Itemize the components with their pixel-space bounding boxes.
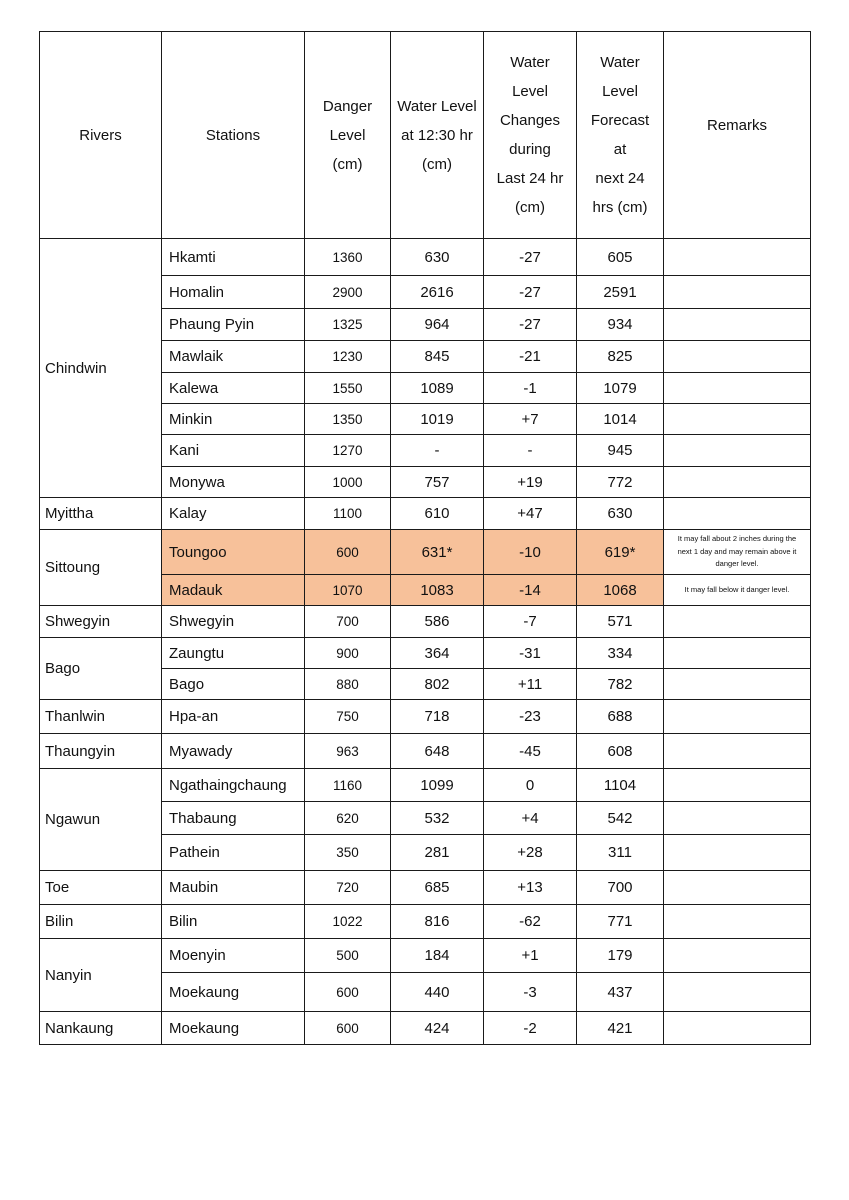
water-level-cell: 964 — [391, 309, 484, 341]
danger-level-cell: 1230 — [305, 341, 391, 373]
forecast-cell: 1104 — [577, 769, 664, 802]
danger-level-cell: 1270 — [305, 435, 391, 467]
level-change-cell: +4 — [484, 802, 577, 835]
water-level-cell: 1019 — [391, 404, 484, 435]
station-name: Maubin — [162, 871, 305, 905]
river-name: Myittha — [40, 498, 162, 530]
forecast-cell: 1068 — [577, 575, 664, 606]
water-level-cell: 718 — [391, 700, 484, 734]
level-change-cell: -23 — [484, 700, 577, 734]
water-level-cell: 281 — [391, 835, 484, 871]
danger-level-cell: 1070 — [305, 575, 391, 606]
level-change-cell: +19 — [484, 467, 577, 498]
station-name: Ngathaingchaung — [162, 769, 305, 802]
station-name: Moekaung — [162, 1012, 305, 1045]
table-row — [40, 606, 811, 638]
water-level-cell: 184 — [391, 939, 484, 973]
header-remarks: Remarks — [664, 32, 811, 239]
remarks-cell — [664, 276, 811, 309]
water-level-cell: 424 — [391, 1012, 484, 1045]
level-change-cell: +1 — [484, 939, 577, 973]
forecast-cell: 619* — [577, 530, 664, 575]
table-row — [40, 530, 811, 575]
forecast-cell: 334 — [577, 638, 664, 669]
river-name: Shwegyin — [40, 606, 162, 638]
water-level-cell: 440 — [391, 973, 484, 1012]
water-level-cell: 685 — [391, 871, 484, 905]
danger-level-cell: 1350 — [305, 404, 391, 435]
table-row — [40, 769, 811, 802]
station-name: Thabaung — [162, 802, 305, 835]
water-level-cell: 757 — [391, 467, 484, 498]
level-change-cell: -62 — [484, 905, 577, 939]
water-level-table — [39, 31, 811, 1045]
forecast-cell: 179 — [577, 939, 664, 973]
river-name: Nankaung — [40, 1012, 162, 1045]
forecast-cell: 1079 — [577, 373, 664, 404]
forecast-cell: 772 — [577, 467, 664, 498]
level-change-cell: 0 — [484, 769, 577, 802]
water-level-cell: 610 — [391, 498, 484, 530]
danger-level-cell: 1160 — [305, 769, 391, 802]
river-name: Thanlwin — [40, 700, 162, 734]
remarks-cell — [664, 498, 811, 530]
water-level-cell: 1099 — [391, 769, 484, 802]
forecast-cell: 437 — [577, 973, 664, 1012]
level-change-cell: - — [484, 435, 577, 467]
remarks-cell — [664, 606, 811, 638]
water-level-cell: 1083 — [391, 575, 484, 606]
station-name: Myawady — [162, 734, 305, 769]
table-body — [40, 239, 811, 1045]
forecast-cell: 1014 — [577, 404, 664, 435]
station-name: Minkin — [162, 404, 305, 435]
header-water-level: Water Level at 12:30 hr (cm) — [391, 32, 484, 239]
remarks-cell — [664, 404, 811, 435]
station-name: Monywa — [162, 467, 305, 498]
remarks-cell — [664, 871, 811, 905]
water-level-cell: 532 — [391, 802, 484, 835]
danger-level-cell: 620 — [305, 802, 391, 835]
level-change-cell: -27 — [484, 309, 577, 341]
danger-level-cell: 350 — [305, 835, 391, 871]
river-name: Bilin — [40, 905, 162, 939]
level-change-cell: -31 — [484, 638, 577, 669]
remarks-cell — [664, 939, 811, 973]
remarks-cell — [664, 905, 811, 939]
remarks-cell — [664, 239, 811, 276]
forecast-cell: 605 — [577, 239, 664, 276]
danger-level-cell: 1022 — [305, 905, 391, 939]
station-name: Kani — [162, 435, 305, 467]
river-name: Ngawun — [40, 769, 162, 871]
water-level-cell: - — [391, 435, 484, 467]
level-change-cell: -27 — [484, 276, 577, 309]
station-name: Shwegyin — [162, 606, 305, 638]
remarks-cell — [664, 973, 811, 1012]
forecast-cell: 542 — [577, 802, 664, 835]
station-name: Mawlaik — [162, 341, 305, 373]
danger-level-cell: 700 — [305, 606, 391, 638]
forecast-cell: 421 — [577, 1012, 664, 1045]
danger-level-cell: 500 — [305, 939, 391, 973]
remarks-cell — [664, 734, 811, 769]
table-row — [40, 1012, 811, 1045]
level-change-cell: -2 — [484, 1012, 577, 1045]
water-level-cell: 802 — [391, 669, 484, 700]
station-name: Hpa-an — [162, 700, 305, 734]
water-level-cell: 631* — [391, 530, 484, 575]
danger-level-cell: 1100 — [305, 498, 391, 530]
remarks-cell — [664, 1012, 811, 1045]
forecast-cell: 934 — [577, 309, 664, 341]
forecast-cell: 771 — [577, 905, 664, 939]
danger-level-cell: 1325 — [305, 309, 391, 341]
water-level-cell: 816 — [391, 905, 484, 939]
water-level-cell: 586 — [391, 606, 484, 638]
danger-level-cell: 2900 — [305, 276, 391, 309]
forecast-cell: 825 — [577, 341, 664, 373]
remarks-cell — [664, 373, 811, 404]
level-change-cell: -1 — [484, 373, 577, 404]
forecast-cell: 782 — [577, 669, 664, 700]
danger-level-cell: 600 — [305, 530, 391, 575]
header-forecast: Water Level Forecast at next 24 hrs (cm) — [577, 32, 664, 239]
forecast-cell: 571 — [577, 606, 664, 638]
remarks-cell — [664, 669, 811, 700]
remarks-cell — [664, 341, 811, 373]
level-change-cell: -21 — [484, 341, 577, 373]
station-name: Pathein — [162, 835, 305, 871]
table-row — [40, 871, 811, 905]
station-name: Bilin — [162, 905, 305, 939]
station-name: Zaungtu — [162, 638, 305, 669]
station-name: Moekaung — [162, 973, 305, 1012]
station-name: Homalin — [162, 276, 305, 309]
header-danger-level: Danger Level (cm) — [305, 32, 391, 239]
water-level-cell: 648 — [391, 734, 484, 769]
station-name: Moenyin — [162, 939, 305, 973]
station-name: Toungoo — [162, 530, 305, 575]
header-level-changes: Water Level Changes during Last 24 hr (cm) — [484, 32, 577, 239]
station-name: Phaung Pyin — [162, 309, 305, 341]
level-change-cell: -3 — [484, 973, 577, 1012]
forecast-cell: 688 — [577, 700, 664, 734]
river-name: Sittoung — [40, 530, 162, 606]
table-row — [40, 905, 811, 939]
water-level-cell: 845 — [391, 341, 484, 373]
level-change-cell: -45 — [484, 734, 577, 769]
river-name: Toe — [40, 871, 162, 905]
danger-level-cell: 750 — [305, 700, 391, 734]
remarks-cell — [664, 769, 811, 802]
header-stations: Stations — [162, 32, 305, 239]
water-level-cell: 2616 — [391, 276, 484, 309]
header-rivers: Rivers — [40, 32, 162, 239]
remarks-cell — [664, 638, 811, 669]
remarks-cell — [664, 467, 811, 498]
river-name: Bago — [40, 638, 162, 700]
station-name: Hkamti — [162, 239, 305, 276]
danger-level-cell: 1360 — [305, 239, 391, 276]
table-row — [40, 638, 811, 669]
river-name: Chindwin — [40, 239, 162, 498]
station-name: Kalewa — [162, 373, 305, 404]
river-name: Nanyin — [40, 939, 162, 1012]
level-change-cell: +47 — [484, 498, 577, 530]
remarks-cell: It may fall about 2 inches during the next 1 day and may remain above it danger level. — [664, 530, 811, 575]
level-change-cell: +28 — [484, 835, 577, 871]
level-change-cell: -27 — [484, 239, 577, 276]
water-level-cell: 1089 — [391, 373, 484, 404]
remarks-cell — [664, 309, 811, 341]
danger-level-cell: 600 — [305, 1012, 391, 1045]
station-name: Bago — [162, 669, 305, 700]
forecast-cell: 311 — [577, 835, 664, 871]
table-row — [40, 700, 811, 734]
water-level-report — [39, 31, 810, 1045]
level-change-cell: -10 — [484, 530, 577, 575]
table-row — [40, 734, 811, 769]
water-level-cell: 364 — [391, 638, 484, 669]
river-name: Thaungyin — [40, 734, 162, 769]
remarks-cell — [664, 700, 811, 734]
station-name: Madauk — [162, 575, 305, 606]
level-change-cell: -14 — [484, 575, 577, 606]
remarks-cell — [664, 835, 811, 871]
forecast-cell: 608 — [577, 734, 664, 769]
forecast-cell: 2591 — [577, 276, 664, 309]
danger-level-cell: 880 — [305, 669, 391, 700]
level-change-cell: +7 — [484, 404, 577, 435]
forecast-cell: 630 — [577, 498, 664, 530]
level-change-cell: +11 — [484, 669, 577, 700]
danger-level-cell: 963 — [305, 734, 391, 769]
level-change-cell: -7 — [484, 606, 577, 638]
station-name: Kalay — [162, 498, 305, 530]
remarks-cell — [664, 435, 811, 467]
water-level-cell: 630 — [391, 239, 484, 276]
danger-level-cell: 720 — [305, 871, 391, 905]
remarks-cell: It may fall below it danger level. — [664, 575, 811, 606]
table-row — [40, 939, 811, 973]
remarks-cell — [664, 802, 811, 835]
danger-level-cell: 900 — [305, 638, 391, 669]
table-row — [40, 498, 811, 530]
header-row — [40, 32, 811, 239]
forecast-cell: 945 — [577, 435, 664, 467]
level-change-cell: +13 — [484, 871, 577, 905]
danger-level-cell: 1550 — [305, 373, 391, 404]
forecast-cell: 700 — [577, 871, 664, 905]
danger-level-cell: 600 — [305, 973, 391, 1012]
danger-level-cell: 1000 — [305, 467, 391, 498]
table-row — [40, 239, 811, 276]
